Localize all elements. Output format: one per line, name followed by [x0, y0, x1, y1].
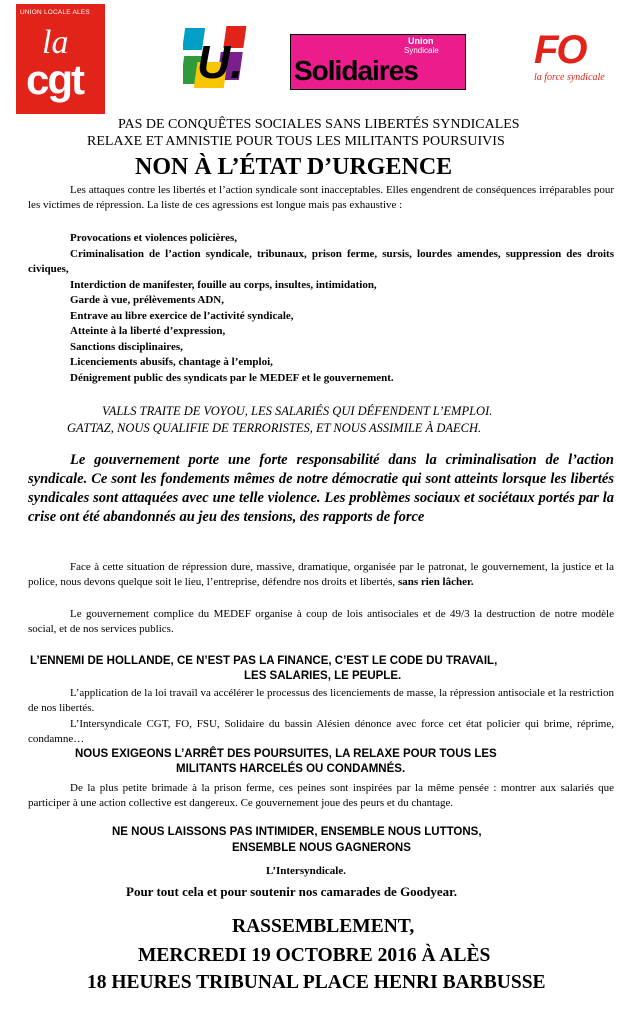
cgt-logo-caption: UNION LOCALE ALES — [20, 9, 90, 16]
valls-line-1: VALLS TRAITE DE VOYOU, LES SALARIÉS QUI DÉFENDENT L’EMPLOI. — [102, 404, 493, 418]
goodyear-line: Pour tout cela et pour soutenir nos camarades de Goodyear. — [126, 884, 458, 899]
solidaires-logo-syndicale: Syndicale — [404, 46, 439, 55]
cgt-logo — [16, 4, 105, 114]
rally-line-3: 18 HEURES TRIBUNAL PLACE HENRI BARBUSSE — [87, 972, 546, 993]
face-text: Face à cette situation de répression dure, massive, dramatique, organisée par le patronat, le gouvernement, la justice et la police, nous devons quelque soit le lieu, l’entreprise, défendre nos droits et libertés, — [28, 561, 614, 588]
rally-line-1: RASSEMBLEMENT, — [232, 916, 415, 937]
solidaires-logo — [290, 34, 468, 90]
fo-logo-tagline: la force syndicale — [534, 72, 605, 83]
aggression-list — [28, 231, 614, 386]
list-item: Interdiction de manifester, fouille au corps, insultes, intimidation, — [70, 278, 377, 291]
list-item: Entrave au libre exercice de l’activité syndicale, — [70, 309, 294, 322]
ennemi-line-2: LES SALARIES, LE PEUPLE. — [244, 670, 402, 682]
solidaires-logo-union: Union — [408, 36, 434, 46]
list-item: Garde à vue, prélèvements ADN, — [70, 294, 224, 306]
loi-travail-paragraph: L’application de la loi travail va accélérer le processus des licenciements de masse, la répression antisociale et la restriction de nos libertés. — [28, 687, 614, 714]
list-item: Criminalisation de l’action syndicale, tribunaux, prison ferme, sursis, lourdes amendes, suppression des droits civiques, — [28, 247, 614, 275]
signature: L’Intersyndicale. — [266, 865, 346, 877]
fo-logo — [530, 28, 605, 90]
valls-line-2: GATTAZ, NOUS QUALIFIE DE TERRORISTES, ET NOUS ASSIMILE À DAECH. — [67, 421, 482, 435]
intersyndicale-paragraph: L’Intersyndicale CGT, FO, FSU, Solidaire du bassin Alésien dénonce avec force cet état policier qui brime, réprime, condamne… — [28, 718, 614, 745]
fsu-logo — [183, 22, 251, 94]
list-item: Provocations et violences policières, — [70, 232, 238, 244]
exigeons-line-1: NOUS EXIGEONS L’ARRÊT DES POURSUITES, LA RELAXE POUR TOUS LES — [75, 748, 497, 760]
exigeons-line-2: MILITANTS HARCELÉS OU CONDAMNÉS. — [176, 763, 406, 775]
list-item: Dénigrement public des syndicats par le MEDEF et le gouvernement. — [70, 371, 394, 384]
cgt-logo-la: la — [42, 24, 69, 61]
intro-paragraph: Les attaques contre les libertés et l’action syndicale sont inacceptables. Elles engendrent de conséquences irréparables pour les victimes de répression. La liste de ces agressions est longue mais pas exhaustive : — [28, 184, 614, 211]
header-line-2: RELAXE ET AMNISTIE POUR TOUS LES MILITANTS POURSUIVIS — [87, 134, 505, 149]
intimider-line-2: ENSEMBLE NOUS GAGNERONS — [232, 842, 411, 854]
responsibility-paragraph: Le gouvernement porte une forte responsabilité dans la criminalisation de l’action syndicale. Ce sont les fondements mêmes de notre démocratie qui sont atteints lorsque les libertés syndicales sont attaquées avec une telle violence. Les problèmes sociaux et sociétaux portés par la crise ont été abandonnés au jeu des tensions, des rapports de force — [28, 452, 614, 525]
brimade-paragraph: De la plus petite brimade à la prison ferme, ces peines sont inspirées par la même pensée : montrer aux salariés que participer à une action collective est dangereux. Ce gouvernement joue des peurs et du chantage. — [28, 782, 614, 809]
header-line-1: PAS DE CONQUÊTES SOCIALES SANS LIBERTÉS SYNDICALES — [118, 117, 520, 132]
fo-logo-letters: FO — [534, 28, 586, 72]
complice-paragraph: Le gouvernement complice du MEDEF organise à coup de lois antisociales et de 49/3 la destruction de notre modèle social, et de nos services publics. — [28, 608, 614, 635]
fsu-logo-graphic — [183, 22, 251, 94]
rally-line-2: MERCREDI 19 OCTOBRE 2016 À ALÈS — [138, 945, 491, 966]
fsu-logo-letter: U. — [197, 36, 243, 88]
list-item: Sanctions disciplinaires, — [70, 340, 183, 353]
ennemi-line-1: L’ENNEMI DE HOLLANDE, CE N’EST PAS LA FINANCE, C’EST LE CODE DU TRAVAIL, — [30, 655, 498, 667]
page-title: NON À L’ÉTAT D’URGENCE — [135, 154, 453, 180]
face-paragraph — [28, 560, 614, 590]
list-item: Atteinte à la liberté d’expression, — [70, 325, 226, 337]
list-item: Licenciements abusifs, chantage à l’emploi, — [70, 356, 273, 368]
cgt-logo-word: cgt — [26, 56, 83, 103]
intimider-line-1: NE NOUS LAISSONS PAS INTIMIDER, ENSEMBLE NOUS LUTTONS, — [112, 826, 482, 838]
face-bold-end: sans rien lâcher. — [397, 576, 474, 588]
solidaires-logo-name: Solidaires — [294, 55, 418, 86]
